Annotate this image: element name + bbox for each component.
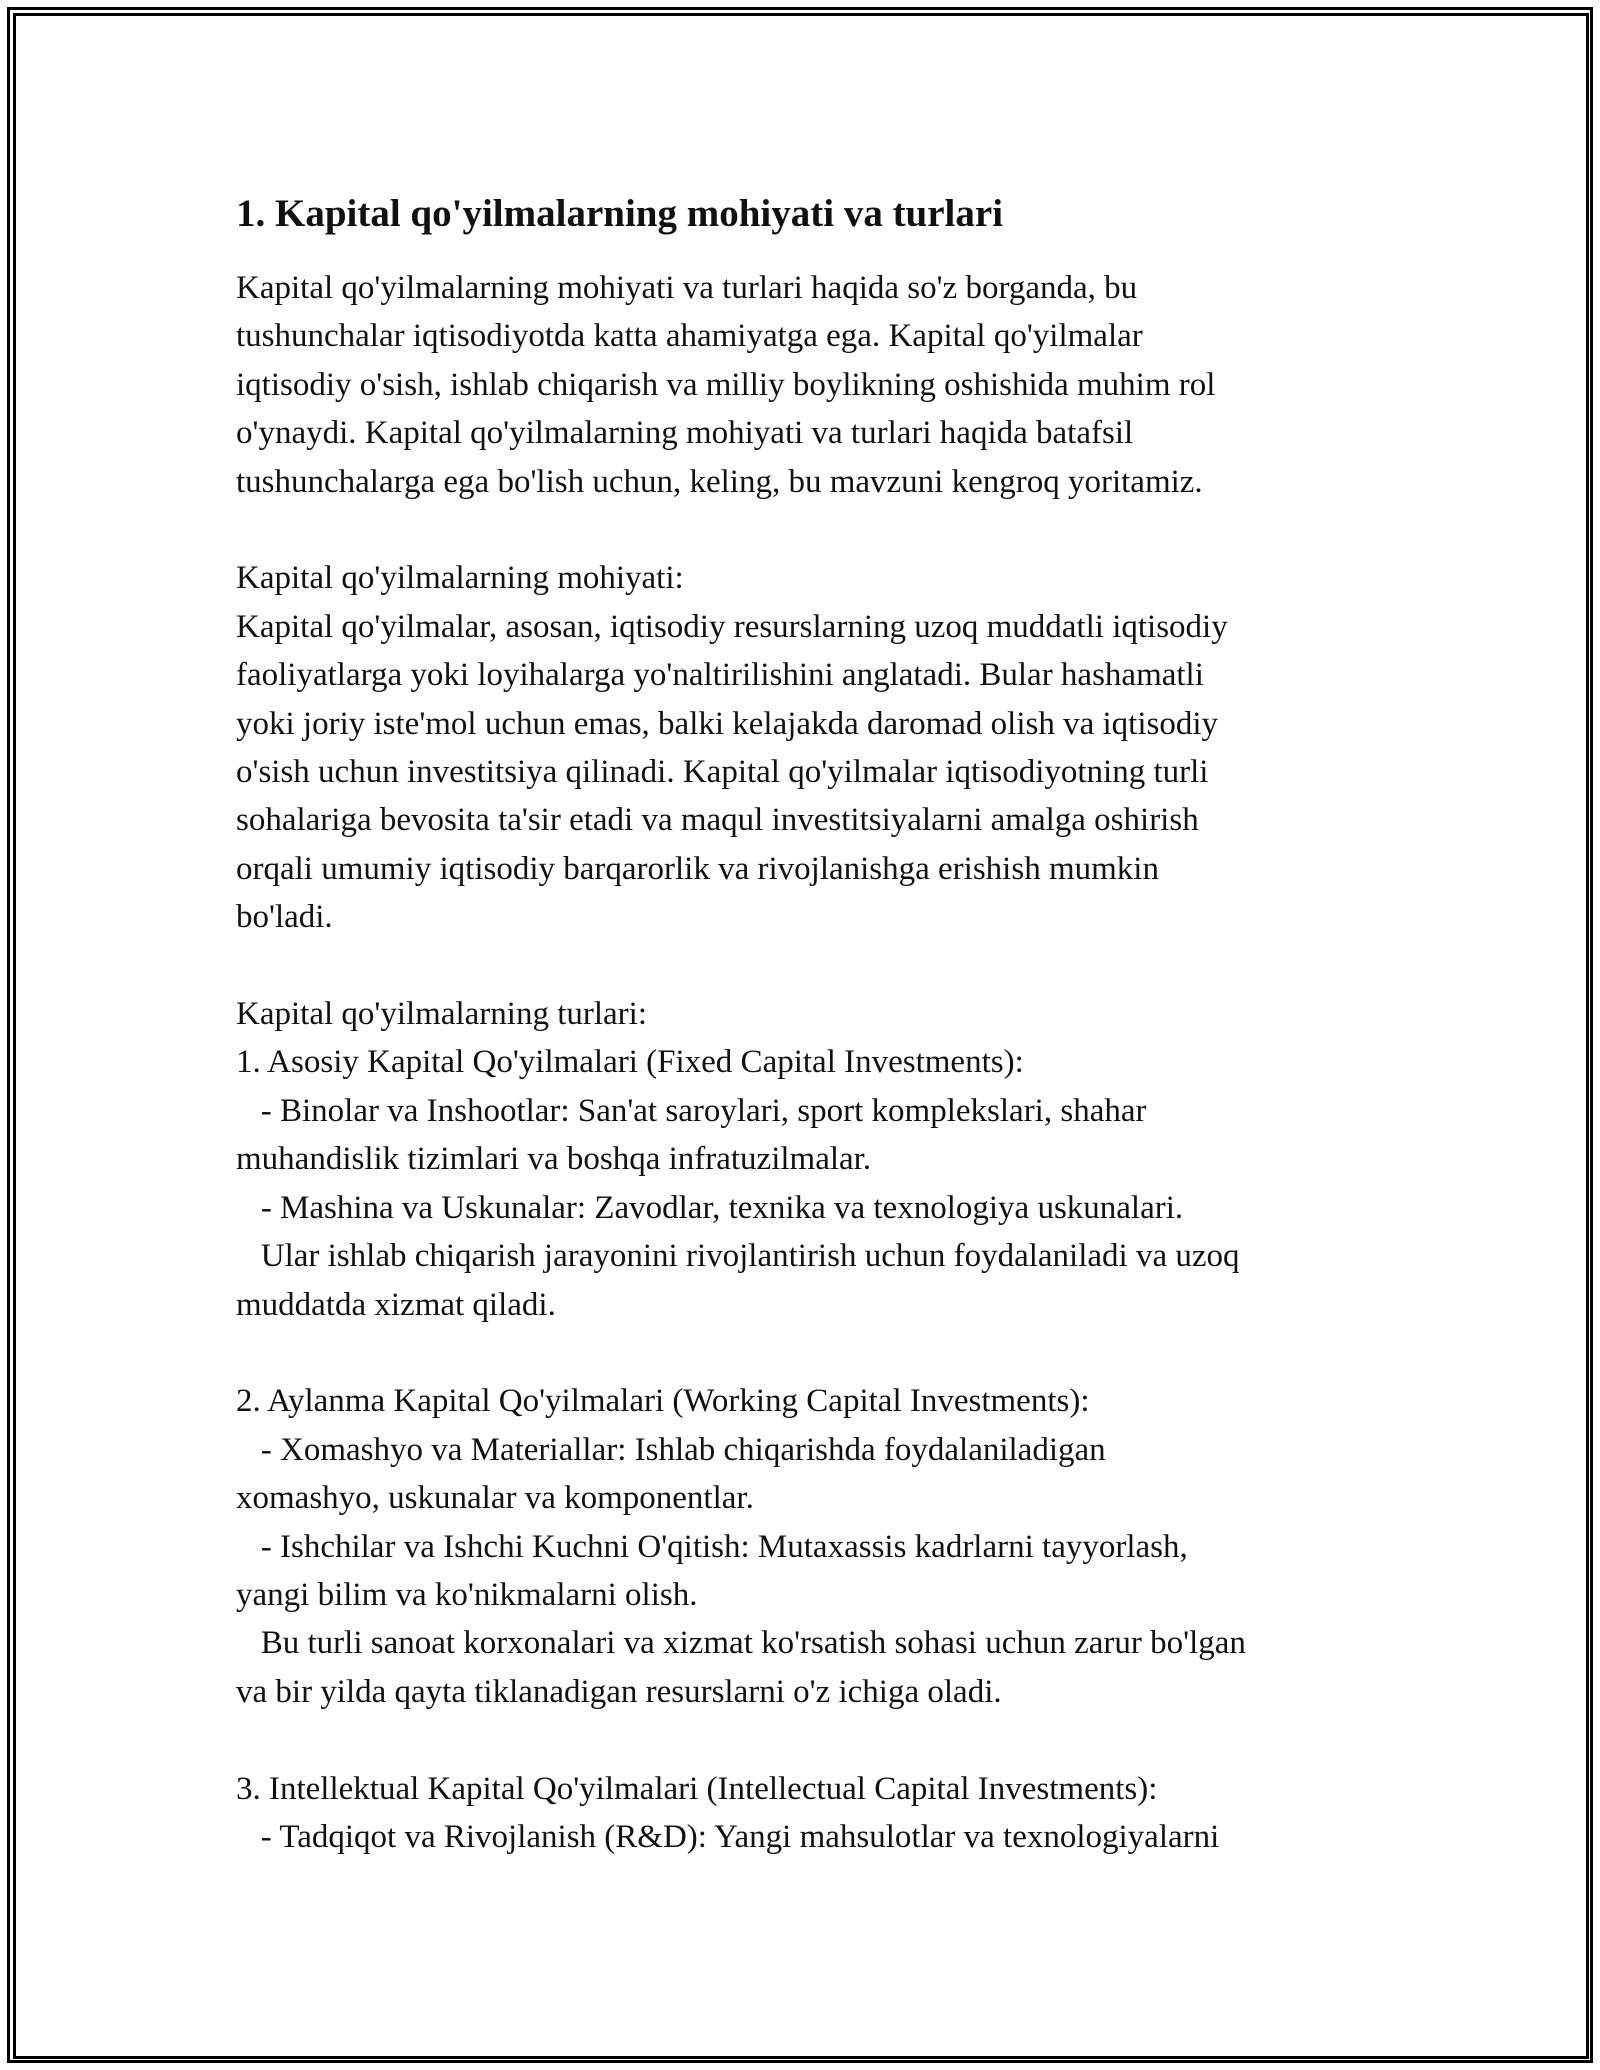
text-line: yangi bilim va ko'nikmalarni olish. xyxy=(236,1576,698,1613)
text-line: o'ynaydi. Kapital qo'yilmalarning mohiyati va turlari haqida batafsil xyxy=(236,415,1134,452)
text-line: - Ishchilar va Ishchi Kuchni O'qitish: Mutaxassis kadrlarni tayyorlash, xyxy=(236,1528,1188,1565)
text-line: Kapital qo'yilmalarning mohiyati va turlari haqida so'z borganda, bu xyxy=(236,270,1138,306)
paragraph-gap xyxy=(236,1329,1366,1377)
text-line: Kapital qo'yilmalar, asosan, iqtisodiy resurslarning uzoq muddatli iqtisodiy xyxy=(236,608,1228,645)
list-item-title: 1. Asosiy Kapital Qo'yilmalari (Fixed Capital Investments): xyxy=(236,1044,1024,1081)
text-line: iqtisodiy o'sish, ishlab chiqarish va milliy boylikning oshishida muhim rol xyxy=(236,366,1216,403)
text-line: faoliyatlarga yoki loyihalarga yo'naltirilishini anglatadi. Bular hashamatli xyxy=(236,657,1204,694)
intro-paragraph xyxy=(236,264,1366,506)
text-line: Bu turli sanoat korxonalari va xizmat ko'rsatish sohasi uchun zarur bo'lgan xyxy=(236,1625,1246,1662)
text-line: tushunchalar iqtisodiyotda katta ahamiyatga ega. Kapital qo'yilmalar xyxy=(236,318,1143,355)
text-line: xomashyo, uskunalar va komponentlar. xyxy=(236,1480,754,1517)
text-line: bo'ladi. xyxy=(236,899,333,936)
paragraph-gap xyxy=(236,506,1366,554)
text-line: - Tadqiqot va Rivojlanish (R&D): Yangi mahsulotlar va texnologiyalarni xyxy=(236,1818,1220,1855)
text-line: yoki joriy iste'mol uchun emas, balki kelajakda daromad olish va iqtisodiy xyxy=(236,705,1219,742)
types-intellectual-paragraph xyxy=(236,1765,1366,1862)
text-line: Ular ishlab chiqarish jarayonini rivojlantirish uchun foydalaniladi va uzoq xyxy=(236,1238,1240,1275)
text-line: va bir yilda qayta tiklanadigan resurslarni o'z ichiga oladi. xyxy=(236,1673,1002,1710)
text-line: muhandislik tizimlari va boshqa infratuzilmalar. xyxy=(236,1141,872,1178)
text-line: - Xomashyo va Materiallar: Ishlab chiqarishda foydalaniladigan xyxy=(236,1431,1106,1468)
text-line: tushunchalarga ega bo'lish uchun, keling, bu mavzuni kengroq yoritamiz. xyxy=(236,463,1203,500)
text-line: sohalariga bevosita ta'sir etadi va maqul investitsiyalarni amalga oshirish xyxy=(236,802,1199,839)
list-item-title: 3. Intellektual Kapital Qo'yilmalari (Intellectual Capital Investments): xyxy=(236,1770,1158,1807)
paragraph-gap xyxy=(236,942,1366,990)
subheading-line: Kapital qo'yilmalarning turlari: xyxy=(236,996,648,1033)
essence-paragraph xyxy=(236,554,1366,941)
subheading-line: Kapital qo'yilmalarning mohiyati: xyxy=(236,560,684,597)
document-body xyxy=(236,186,1366,1861)
section-heading: 1. Kapital qo'yilmalarning mohiyati va turlari xyxy=(236,192,1004,235)
types-fixed-paragraph xyxy=(236,990,1366,1329)
text-line: o'sish uchun investitsiya qilinadi. Kapital qo'yilmalar iqtisodiyotning turli xyxy=(236,754,1209,791)
paragraph-gap xyxy=(236,1716,1366,1764)
text-line: orqali umumiy iqtisodiy barqarorlik va rivojlanishga erishish mumkin xyxy=(236,850,1159,887)
text-line: muddatda xizmat qiladi. xyxy=(236,1286,556,1323)
list-item-title: 2. Aylanma Kapital Qo'yilmalari (Working Capital Investments): xyxy=(236,1383,1090,1420)
text-line: - Binolar va Inshootlar: San'at saroylari, sport komplekslari, shahar xyxy=(236,1092,1147,1129)
text-line: - Mashina va Uskunalar: Zavodlar, texnika va texnologiya uskunalari. xyxy=(236,1189,1184,1226)
types-working-paragraph xyxy=(236,1377,1366,1716)
